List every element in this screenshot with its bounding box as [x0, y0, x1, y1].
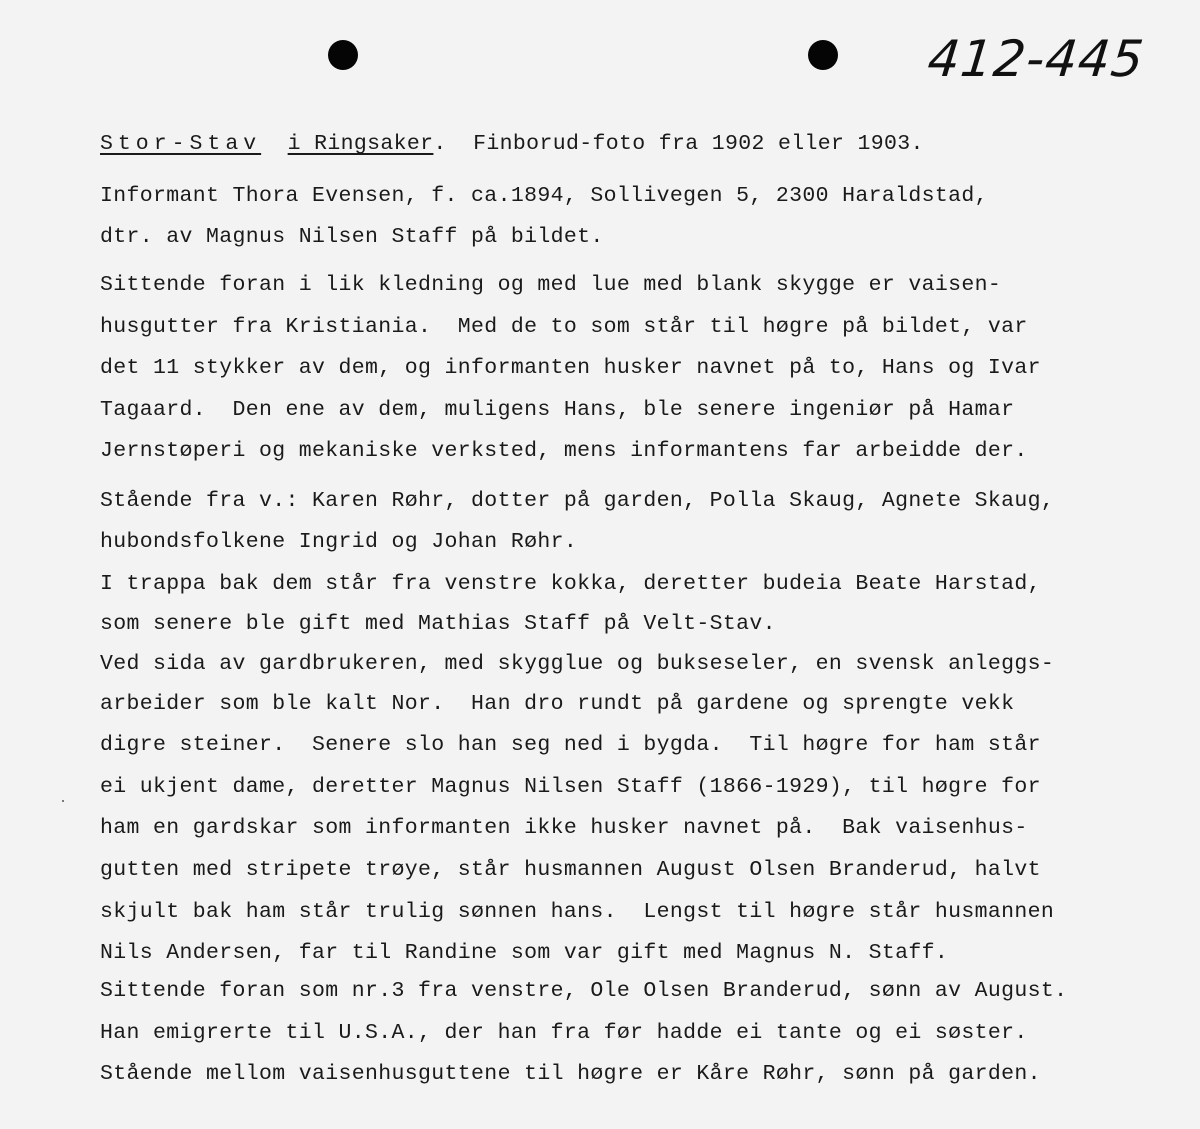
text-line: digre steiner. Senere slo han seg ned i bygda. Til høgre for ham står — [100, 733, 1041, 757]
title-place-spaced: Stor-Stav — [100, 132, 262, 156]
text-line: Stående fra v.: Karen Røhr, dotter på garden, Polla Skaug, Agnete Skaug, — [100, 489, 1055, 513]
text-line: Tagaard. Den ene av dem, muligens Hans, ble senere ingeniør på Hamar — [100, 398, 1015, 422]
text-line: Han emigrerte til U.S.A., der han fra før hadde ei tante og ei søster. — [100, 1021, 1028, 1045]
text-line: Jernstøperi og mekaniske verksted, mens informantens far arbeidde der. — [100, 439, 1028, 463]
text-line: ham en gardskar som informanten ikke husker navnet på. Bak vaisenhus- — [100, 816, 1028, 840]
text-line: det 11 stykker av dem, og informanten husker navnet på to, Hans og Ivar — [100, 356, 1041, 380]
text-line: Sittende foran som nr.3 fra venstre, Ole Olsen Branderud, sønn av August. — [100, 979, 1068, 1003]
handwritten-archive-number: 412-445 — [924, 30, 1147, 88]
punch-hole-left — [328, 40, 358, 70]
document-title — [100, 130, 924, 158]
text-line: skjult bak ham står trulig sønnen hans. Lengst til høgre står husmannen — [100, 900, 1055, 924]
text-line: Sittende foran i lik kledning og med lue med blank skygge er vaisen- — [100, 273, 1002, 297]
text-line: hubondsfolkene Ingrid og Johan Røhr. — [100, 530, 578, 554]
punch-hole-right — [808, 40, 838, 70]
title-place-rest: i Ringsaker — [287, 132, 434, 156]
text-line: Nils Andersen, far til Randine som var gift med Magnus N. Staff. — [100, 941, 949, 965]
text-line: ei ukjent dame, deretter Magnus Nilsen Staff (1866-1929), til høgre for — [100, 775, 1041, 799]
text-line: gutten med stripete trøye, står husmannen August Olsen Branderud, halvt — [100, 858, 1041, 882]
text-line: Stående mellom vaisenhusguttene til høgre er Kåre Røhr, sønn på garden. — [100, 1062, 1041, 1086]
text-line: arbeider som ble kalt Nor. Han dro rundt på gardene og sprengte vekk — [100, 692, 1015, 716]
text-line: dtr. av Magnus Nilsen Staff på bildet. — [100, 225, 604, 249]
text-line: Ved sida av gardbrukeren, med skygglue og bukseseler, en svensk anleggs- — [100, 652, 1055, 676]
title-photo-info: . Finborud-foto fra 1902 eller 1903. — [433, 132, 924, 156]
text-line: som senere ble gift med Mathias Staff på Velt-Stav. — [100, 612, 776, 636]
text-line: Informant Thora Evensen, f. ca.1894, Sollivegen 5, 2300 Haraldstad, — [100, 184, 988, 208]
paper-speck — [62, 800, 64, 802]
text-line: husgutter fra Kristiania. Med de to som står til høgre på bildet, var — [100, 315, 1028, 339]
text-line: I trappa bak dem står fra venstre kokka, deretter budeia Beate Harstad, — [100, 572, 1041, 596]
